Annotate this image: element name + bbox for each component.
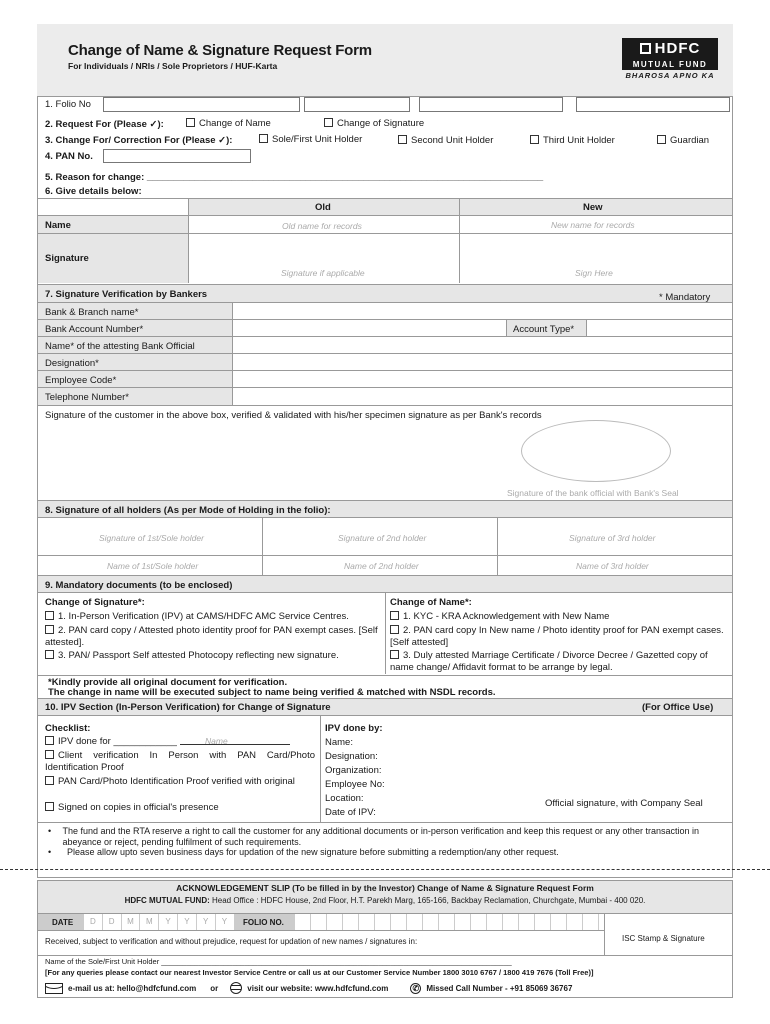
folio-label: 1. Folio No — [45, 99, 91, 110]
designation-input[interactable] — [233, 354, 732, 370]
tear-line — [0, 869, 770, 870]
ack-queries: [For any queries please contact our nearest Investor Service Centre or call us at our Customer Service Number 1800 3010 6767 / 1800 419 7676 (Toll Free)] — [45, 968, 594, 977]
ack-folio-input[interactable] — [294, 914, 604, 930]
telephone-label: Telephone Number* — [45, 392, 129, 403]
mandatory-note: * Mandatory — [659, 292, 711, 303]
check-signed-copies[interactable]: Signed on copies in official's presence — [45, 802, 219, 813]
bank-account-label: Bank Account Number* — [45, 324, 144, 335]
bullet-item: • The fund and the RTA reserve a right to call the customer for any additional documents or in-person verification and keep this request or any other transaction in abeyance or reject, pending fulfilment of such requirements. — [48, 826, 699, 847]
checklist-head: Checklist: — [45, 723, 91, 734]
ack-date-label: DATE — [52, 918, 74, 927]
guardian-option[interactable]: Guardian — [657, 135, 709, 146]
old-name-field[interactable]: Old name for records — [282, 221, 362, 231]
ack-contact-row: e-mail us at: hello@hdfcfund.com or visit our website: www.hdfcfund.com ✆ Missed Call Number - +91 85069 36767 — [45, 982, 572, 994]
date-cell[interactable]: Y — [196, 914, 215, 930]
third-holder-option[interactable]: Third Unit Holder — [530, 135, 615, 146]
name-doc-1[interactable]: 1. KYC - KRA Acknowledgement with New Name — [390, 611, 609, 622]
give-details-label: 6. Give details below: — [45, 186, 142, 197]
ack-title: ACKNOWLEDGEMENT SLIP (To be filled in by the Investor) Change of Name & Signature Request Form — [176, 883, 594, 893]
second-holder-option[interactable]: Second Unit Holder — [398, 135, 493, 146]
logo-square-icon — [640, 43, 651, 54]
logo-mutual-fund: MUTUAL FUND — [622, 59, 718, 70]
employee-code-input[interactable] — [233, 371, 732, 387]
attesting-official-input[interactable] — [233, 337, 732, 353]
ipv-by-organization[interactable]: Organization: — [325, 765, 382, 776]
change-for-label: 3. Change For/ Correction For (Please ✓): — [45, 135, 233, 146]
ipv-section-label: 10. IPV Section (In-Person Verification) for Change of Signature — [45, 702, 331, 713]
bank-account-input[interactable] — [233, 320, 505, 336]
account-type-label: Account Type* — [513, 324, 575, 335]
bank-seal-caption: Signature of the bank official with Bank's Seal — [507, 488, 679, 498]
ipv-done-for-checkbox[interactable] — [45, 736, 54, 745]
office-use-label: (For Office Use) — [642, 702, 714, 713]
change-signature-checkbox[interactable] — [324, 118, 333, 127]
ipv-by-date[interactable]: Date of IPV: — [325, 807, 376, 818]
ipv-done-by-head: IPV done by: — [325, 723, 383, 734]
sole-holder-option[interactable]: Sole/First Unit Holder — [259, 134, 362, 145]
sig-doc-3[interactable]: 3. PAN/ Passport Self attested Photocopy reflecting new signature. — [45, 650, 339, 661]
date-cell[interactable]: Y — [158, 914, 177, 930]
sig-doc-1[interactable]: 1. In-Person Verification (IPV) at CAMS/HDFC AMC Service Centres. — [45, 611, 349, 622]
date-cell[interactable]: Y — [215, 914, 234, 930]
folio-input-4[interactable] — [576, 97, 730, 112]
globe-icon — [230, 982, 242, 994]
name-holder-2[interactable]: Name of 2nd holder — [344, 561, 419, 571]
official-signature-label[interactable]: Official signature, with Company Seal — [545, 798, 703, 809]
phone-icon: ✆ — [410, 983, 421, 994]
date-cell[interactable]: D — [83, 914, 102, 930]
name-doc-3[interactable]: 3. Duly attested Marriage Certificate / Divorce Decree / Gazetted copy of name change/ Affidavit format to be arrange by legal. — [390, 650, 708, 673]
website-link[interactable]: visit our website: www.hdfcfund.com — [247, 983, 389, 993]
name-doc-2-checkbox[interactable] — [390, 625, 399, 634]
ipv-name-placeholder: Name — [205, 736, 228, 746]
new-signature-field[interactable]: Sign Here — [575, 268, 613, 278]
holders-signature-label: 8. Signature of all holders (As per Mode of Holding in the folio): — [45, 505, 331, 516]
isc-stamp-label: ISC Stamp & Signature — [622, 934, 705, 943]
ack-date-input[interactable] — [83, 914, 233, 930]
third-holder-checkbox[interactable] — [530, 135, 539, 144]
ack-received-text: Received, subject to verification and without prejudice, request for updation of new names / signatures in: — [45, 937, 418, 946]
bank-branch-label: Bank & Branch name* — [45, 307, 139, 318]
date-cell[interactable]: D — [102, 914, 121, 930]
employee-code-label: Employee Code* — [45, 375, 117, 386]
request-for-label: 2. Request For (Please ✓): — [45, 119, 164, 130]
check-signed-copies-checkbox[interactable] — [45, 802, 54, 811]
check-pan-verified-checkbox[interactable] — [45, 776, 54, 785]
sole-holder-checkbox[interactable] — [259, 134, 268, 143]
bullet-item: • Please allow upto seven business days for updation of the new signature before submitting a redemption/any other request. — [48, 847, 559, 857]
account-type-input[interactable] — [587, 320, 732, 336]
check-pan-verified[interactable]: PAN Card/Photo Identification Proof verified with original — [45, 776, 315, 788]
check-client-verification[interactable]: Client verification In Person with PAN Card/Photo Identification Proof — [45, 750, 315, 773]
name-doc-2[interactable]: 2. PAN card copy In New name / Photo identity proof for PAN exempt cases. [Self attested] — [390, 625, 724, 648]
name-holder-3[interactable]: Name of 3rd holder — [576, 561, 649, 571]
ack-folio-label: FOLIO NO. — [243, 918, 284, 927]
mandatory-docs-label: 9. Mandatory documents (to be enclosed) — [45, 580, 233, 591]
verify-statement: Signature of the customer in the above box, verified & validated with his/her specimen signature as per Bank's records — [45, 410, 542, 421]
second-holder-checkbox[interactable] — [398, 135, 407, 144]
folio-input-2[interactable] — [304, 97, 410, 112]
guardian-checkbox[interactable] — [657, 135, 666, 144]
logo-tagline: BHAROSA APNO KA — [625, 71, 715, 80]
col-new-header: New — [583, 202, 603, 213]
check-client-verification-checkbox[interactable] — [45, 750, 54, 759]
ipv-by-location[interactable]: Location: — [325, 793, 364, 804]
sig-holder-2[interactable]: Signature of 2nd holder — [338, 533, 427, 543]
bullet-list — [48, 826, 730, 858]
form-title: Change of Name & Signature Request Form — [68, 42, 372, 59]
new-name-field[interactable]: New name for records — [551, 220, 635, 230]
pan-label: 4. PAN No. — [45, 151, 93, 162]
bank-branch-input[interactable] — [233, 303, 732, 319]
form-subtitle: For Individuals / NRIs / Sole Proprietors / HUF-Karta — [68, 61, 278, 71]
folio-input-1[interactable] — [103, 97, 300, 112]
telephone-input[interactable] — [233, 388, 732, 404]
name-holder-1[interactable]: Name of 1st/Sole holder — [107, 561, 199, 571]
hdfc-logo: HDFC — [622, 38, 718, 59]
reason-line[interactable]: 5. Reason for change: ___________________________________________________________________________ — [45, 172, 544, 183]
designation-label: Designation* — [45, 358, 99, 369]
email-link[interactable]: e-mail us at: hello@hdfcfund.com — [68, 983, 197, 993]
sig-doc-1-checkbox[interactable] — [45, 611, 54, 620]
ack-holder-line[interactable]: Name of the Sole/First Unit Holder ____________________________________________________________________________________ — [45, 957, 512, 966]
ipv-by-designation[interactable]: Designation: — [325, 751, 378, 762]
old-signature-field[interactable]: Signature if applicable — [281, 268, 365, 278]
bank-verification-label: 7. Signature Verification by Bankers — [45, 289, 208, 300]
envelope-icon — [45, 983, 63, 994]
ack-fund-line: HDFC MUTUAL FUND: Head Office : HDFC House, 2nd Floor, H.T. Parekh Marg, 165-166, Backbay Reclamation, Churchgate, Mumbai - 400 020. — [124, 896, 646, 905]
change-name-checkbox[interactable] — [186, 118, 195, 127]
bank-seal-area[interactable] — [521, 420, 671, 482]
sig-doc-2[interactable]: 2. PAN card copy / Attested photo identity proof for PAN exempt cases. [Self attested]. — [45, 625, 378, 648]
sig-doc-2-checkbox[interactable] — [45, 625, 54, 634]
sig-docs-head: Change of Signature*: — [45, 597, 145, 608]
attesting-official-label: Name* of the attesting Bank Official — [45, 341, 195, 352]
note-nsdl: The change in name will be executed subject to name being verified & matched with NSDL records. — [48, 687, 496, 698]
ipv-done-for[interactable]: IPV done for ____________ Name — [45, 736, 290, 747]
sig-holder-3[interactable]: Signature of 3rd holder — [569, 533, 656, 543]
name-doc-3-checkbox[interactable] — [390, 650, 399, 659]
name-docs-head: Change of Name*: — [390, 597, 472, 608]
note-original-docs: *Kindly provide all original document for verification. — [48, 677, 288, 688]
sig-doc-3-checkbox[interactable] — [45, 650, 54, 659]
date-cell[interactable]: Y — [177, 914, 196, 930]
pan-input[interactable] — [103, 149, 251, 163]
change-signature-option[interactable]: Change of Signature — [324, 118, 424, 129]
missed-call-number: Missed Call Number - +91 85069 36767 — [426, 983, 573, 993]
row-signature-label: Signature — [45, 253, 89, 264]
row-name-label: Name — [45, 220, 71, 231]
folio-input-3[interactable] — [419, 97, 563, 112]
details-table-header — [188, 199, 732, 215]
ipv-by-employee-no[interactable]: Employee No: — [325, 779, 385, 790]
col-old-header: Old — [315, 202, 331, 213]
ipv-by-name[interactable]: Name: — [325, 737, 353, 748]
change-name-option[interactable]: Change of Name — [186, 118, 271, 129]
date-cell[interactable]: M — [121, 914, 140, 930]
sig-holder-1[interactable]: Signature of 1st/Sole holder — [99, 533, 204, 543]
date-cell[interactable]: M — [139, 914, 158, 930]
name-doc-1-checkbox[interactable] — [390, 611, 399, 620]
